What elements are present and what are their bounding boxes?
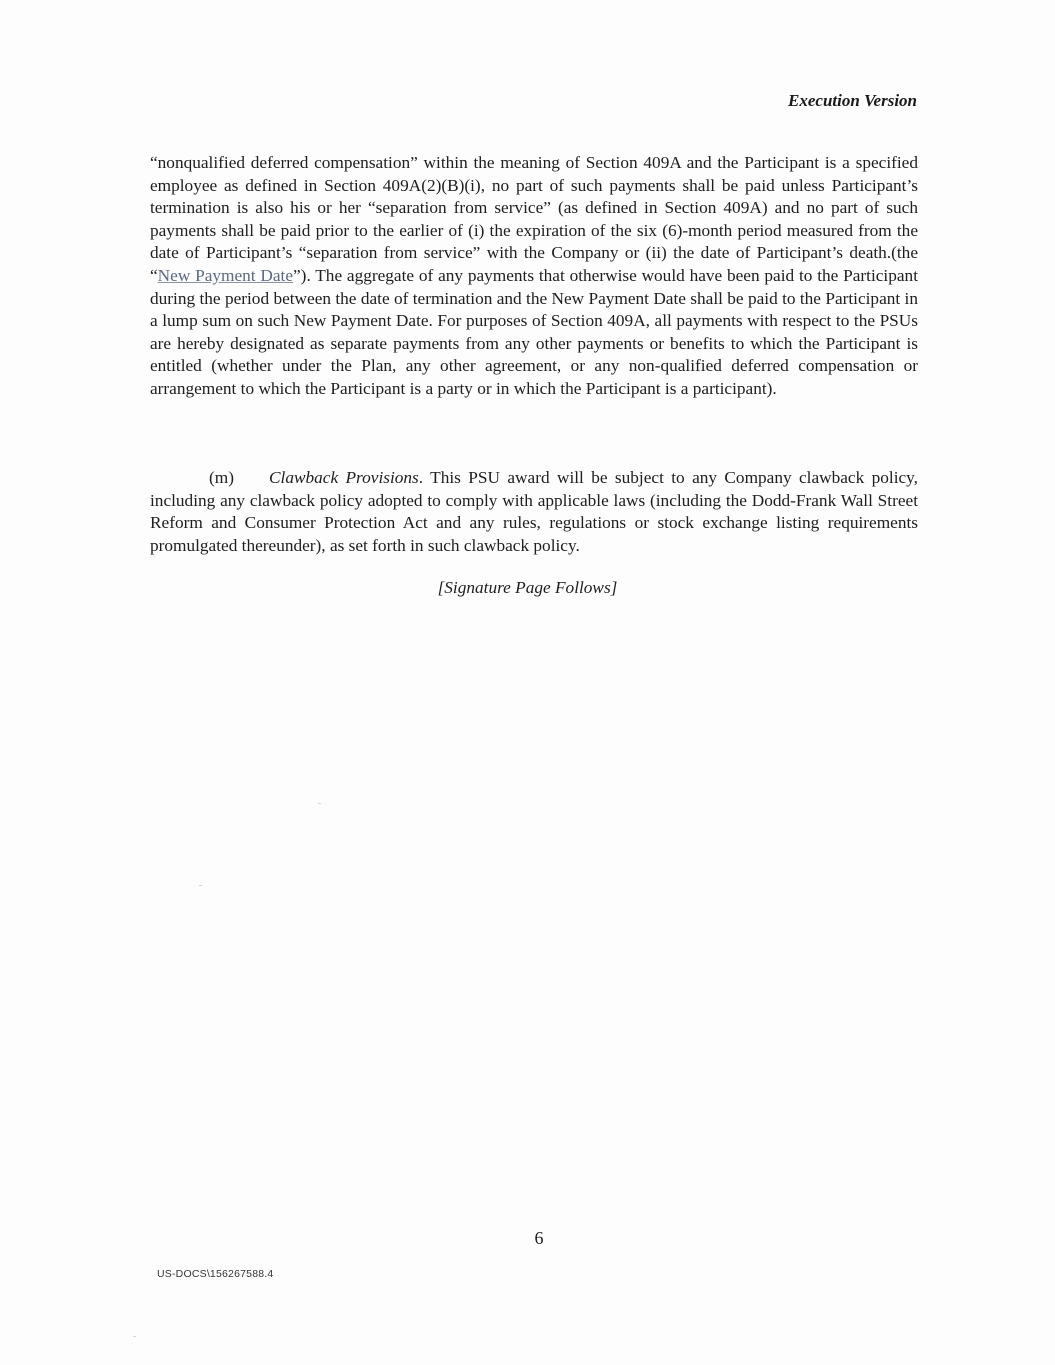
scan-speck [133, 1336, 136, 1337]
signature-page-follows: [Signature Page Follows] [437, 578, 618, 597]
document-id-footer: US-DOCS\156267588.4 [157, 1268, 274, 1280]
paragraph-text-start: “nonqualified deferred compensation” within the meaning of Section 409A and the Participant is a specified employee as defined in Section 409A(2)(B)(i), no part of such payments shall be paid unless Participant’s termination is also his or her “separation from service” (as defined in Section 409A) and no part of such payments shall be paid prior to the earlier of (i) the expiration of the six (6)-month period measured from the date of Participant’s “separation from service” with the Company or (ii) the date of Participant’s death.(the “ [150, 153, 918, 285]
clawback-body: . This PSU award will be subject to any Company clawback policy, including any clawback policy adopted to comply with applicable laws (including the Dodd-Frank Wall Street Reform and Consumer Protection Act and any rules, regulations or stock exchange listing requirements promulgated thereunder), as set forth in such clawback policy. [150, 468, 919, 555]
page-number: 6 [534, 1228, 544, 1248]
execution-version-header: Execution Version [788, 91, 917, 110]
scan-speck [318, 803, 321, 804]
clawback-title: Clawback Provisions [269, 468, 419, 487]
clawback-paragraph [150, 467, 918, 557]
section-409a-paragraph [150, 152, 918, 401]
new-payment-date-term: New Payment Date [157, 265, 294, 285]
paragraph-text-end: ”). The aggregate of any payments that otherwise would have been paid to the Participant during the period between the date of termination and the New Payment Date shall be paid to the Participant in a lump sum on such New Payment Date. For purposes of Section 409A, all payments with respect to the PSUs are hereby designated as separate payments from any other payments or benefits to which the Participant is entitled (whether under the Plan, any other agreement, or any non-qualified deferred compensation or arrangement to which the Participant is a party or in which the Participant is a participant). [150, 265, 918, 398]
clawback-label: (m) [209, 468, 234, 487]
scan-speck [199, 885, 202, 886]
